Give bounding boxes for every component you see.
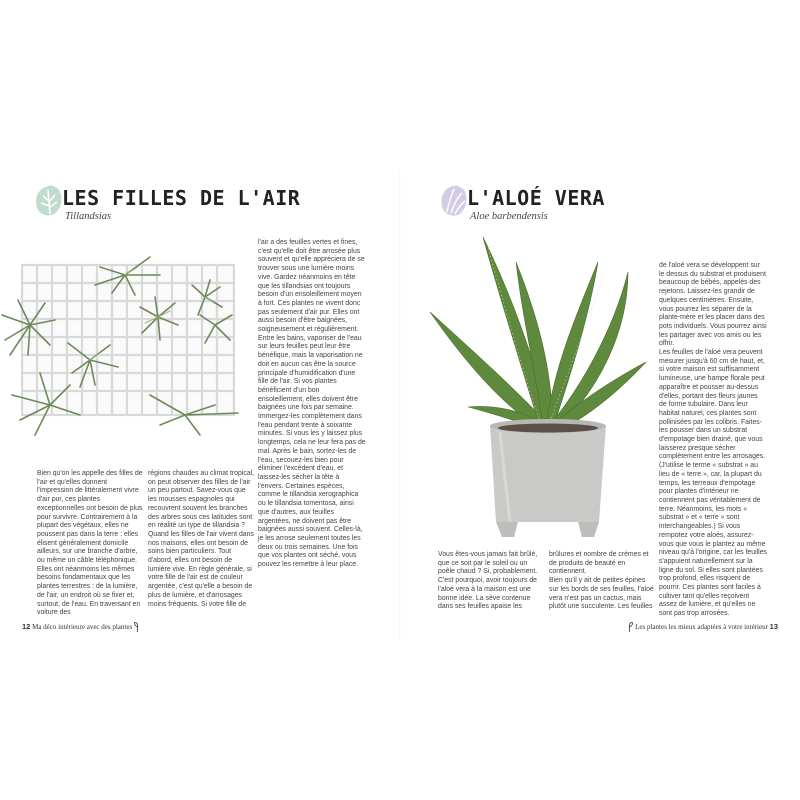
left-running-title: Ma déco intérieure avec des plantes <box>32 623 133 631</box>
left-page-number: 12 <box>22 622 31 631</box>
right-column-2 <box>549 551 655 612</box>
aloe-vera-photo <box>428 232 650 552</box>
left-column-2 <box>148 470 256 609</box>
paragraph: Les feuilles de l'aloé vera peuvent mesurer jusqu'à 60 cm de haut, et, si votre maison est suffisamment lumineuse, une hampe florale peut apparaître et pousser au-dessus d'elles, portant des fleurs jaunes de forme tubulaire. Dans leur habitat naturel, ces plantes sont pollinisées par les colibris. Faites-les pousser dans un substrat d'empotage bien drainé, que vous laisserez presque sécher complètement entre les arrosages. (J'utilise le terme « substrat » au lieu de « terre », car, la plupart du temps, les terreaux d'empotage pour plantes d'intérieur ne contiennent pas véritablement de terre. Néanmoins, les mots « substrat » et « terre » sont interchangeables.) Si vous rempotez votre aloés, assurez-vous que vous le plantez au même niveau qu'à l'origine, car les feuilles s'appuient naturellement sur la ligne du sol. Si elles sont plantées trop profond, elles risquent de pourrir. Ces plantes sont faciles à cultiver tant qu'elles reçoivent assez de lumière, et qu'elles ne sont pas trop arrosées. <box>659 349 767 618</box>
right-column-1 <box>438 551 544 612</box>
right-running-title: Les plantes les mieux adaptées à votre intérieur <box>635 623 768 631</box>
left-footer <box>22 622 141 632</box>
right-subtitle: Aloe barbendensis <box>470 211 548 222</box>
wire-grid-illustration <box>0 245 240 450</box>
right-title: L'ALOÉ VERA <box>467 186 605 210</box>
page-gutter <box>399 170 401 640</box>
left-column-1 <box>37 470 143 618</box>
aloe-pot-illustration <box>428 232 650 552</box>
left-heading <box>40 186 300 222</box>
left-column-3 <box>258 239 366 570</box>
paragraph: Bien qu'il y ait de petites épines sur les bords de ses feuilles, l'aloé vera n'est pas un cactus, mais plutôt une succulente. Les feuilles <box>549 577 654 611</box>
sprout-icon <box>134 622 141 632</box>
sprout-icon <box>626 622 633 632</box>
paragraph: brûlures et nombre de crèmes et de produits de beauté en contiennent. <box>549 551 649 576</box>
paragraph: Vous êtes-vous jamais fait brûlé, que ce soit par le soleil ou un poêle chaud ? Si, probablement. C'est pourquoi, avoir toujours de l'aloé vera à la maison est une bonne idée. La sève contenue dans ses feuilles apaise les <box>438 551 538 611</box>
paragraph: régions chaudes au climat tropical, on peut observer des filles de l'air un peu partout. Savez-vous que les mousses espagnoles qui recouvrent souvent les branches des arbres sous ces latitudes sont en réalité un type de tillandsia ? <box>148 470 255 530</box>
right-column-3 <box>659 262 767 619</box>
right-heading <box>445 186 605 222</box>
left-subtitle: Tillandsias <box>65 211 112 222</box>
paragraph: l'air a des feuilles vertes et fines, c'est qu'elle doit être arrosée plus souvent et qu'elle appréciera de se trouver sous une lumière moins vive. Gardez néanmoins en tête que les tillandsias ont toujours besoin d'un ensoleillement moyen à fort. Ces plantes ne vivent donc pas seulement d'air pur. Elles ont aussi besoin d'être baignées, soigneusement et régulièrement. Entre les bains, vaporiser de l'eau sur leurs feuilles peut leur être bénéfique, mais la vaporisation ne doit en aucun cas être la source principale d'humidification d'une fille de l'air. Si vos plantes bénéficient d'un bon ensoleillement, elles doivent être baignées une fois par semaine. Immergez-les complètement dans l'eau pendant trente à soixante minutes. Si vous les y laissez plus longtemps, cela ne leur fera pas de mal. Après le bain, sortez-les de l'eau, secouez-les bien pour éliminer l'excédent d'eau, et laissez-les sécher la tête à l'envers. Certaines espèces, comme le tillandsia xerographica ou le tillandsia tomentosa, ainsi que d'autres, aux feuilles argentées, ne doivent pas être baignées aussi souvent. Celles-là, je les arrose seulement toutes les deux ou trois semaines. Une fois que vos plantes ont séché, vous pouvez les remettre à leur place. <box>258 239 366 569</box>
paragraph: de l'aloé vera se développent sur le dessus du substrat et produisent beaucoup de bébés, appelés des rejetons. Laissez-les grandir de quelques centimètres. Ensuite, vous pourrez les séparer de la plante-mère et les placer dans des pots individuels. Vous pourrez ainsi les partager avec vos amis ou les offrir. <box>659 262 767 348</box>
right-page-number: 13 <box>769 622 778 631</box>
right-footer <box>626 622 778 632</box>
air-plants-photo <box>0 245 240 450</box>
paragraph: Quand les filles de l'air vivent dans nos maisons, elles ont besoin de soins bien particuliers. Tout d'abord, elles ont besoin de lumière vive. En règle générale, si votre fille de l'air est de couleur argentée, c'est qu'elle a besoin de plus de lumière, et d'arrosages moins fréquents. Si votre fille de <box>148 530 254 608</box>
paragraph: Bien qu'on les appelle des filles de l'air et qu'elles donnent l'impression de littéralement vivre d'air pur, ces plantes exceptionnelles ont besoin de plus pour survivre. Contrairement à la plupart des végétaux, elles ne poussent pas dans la terre : elles élisent généralement domicile ailleurs, sur une branche d'arbre, ou même un câble téléphonique. Elles ont néanmoins les mêmes besoins fondamentaux que les plantes terrestres : de la lumière, de l'air, un endroit où se fixer et, surtout, de l'eau. En traversant en voiture des <box>37 470 143 617</box>
left-title: LES FILLES DE L'AIR <box>62 186 301 210</box>
